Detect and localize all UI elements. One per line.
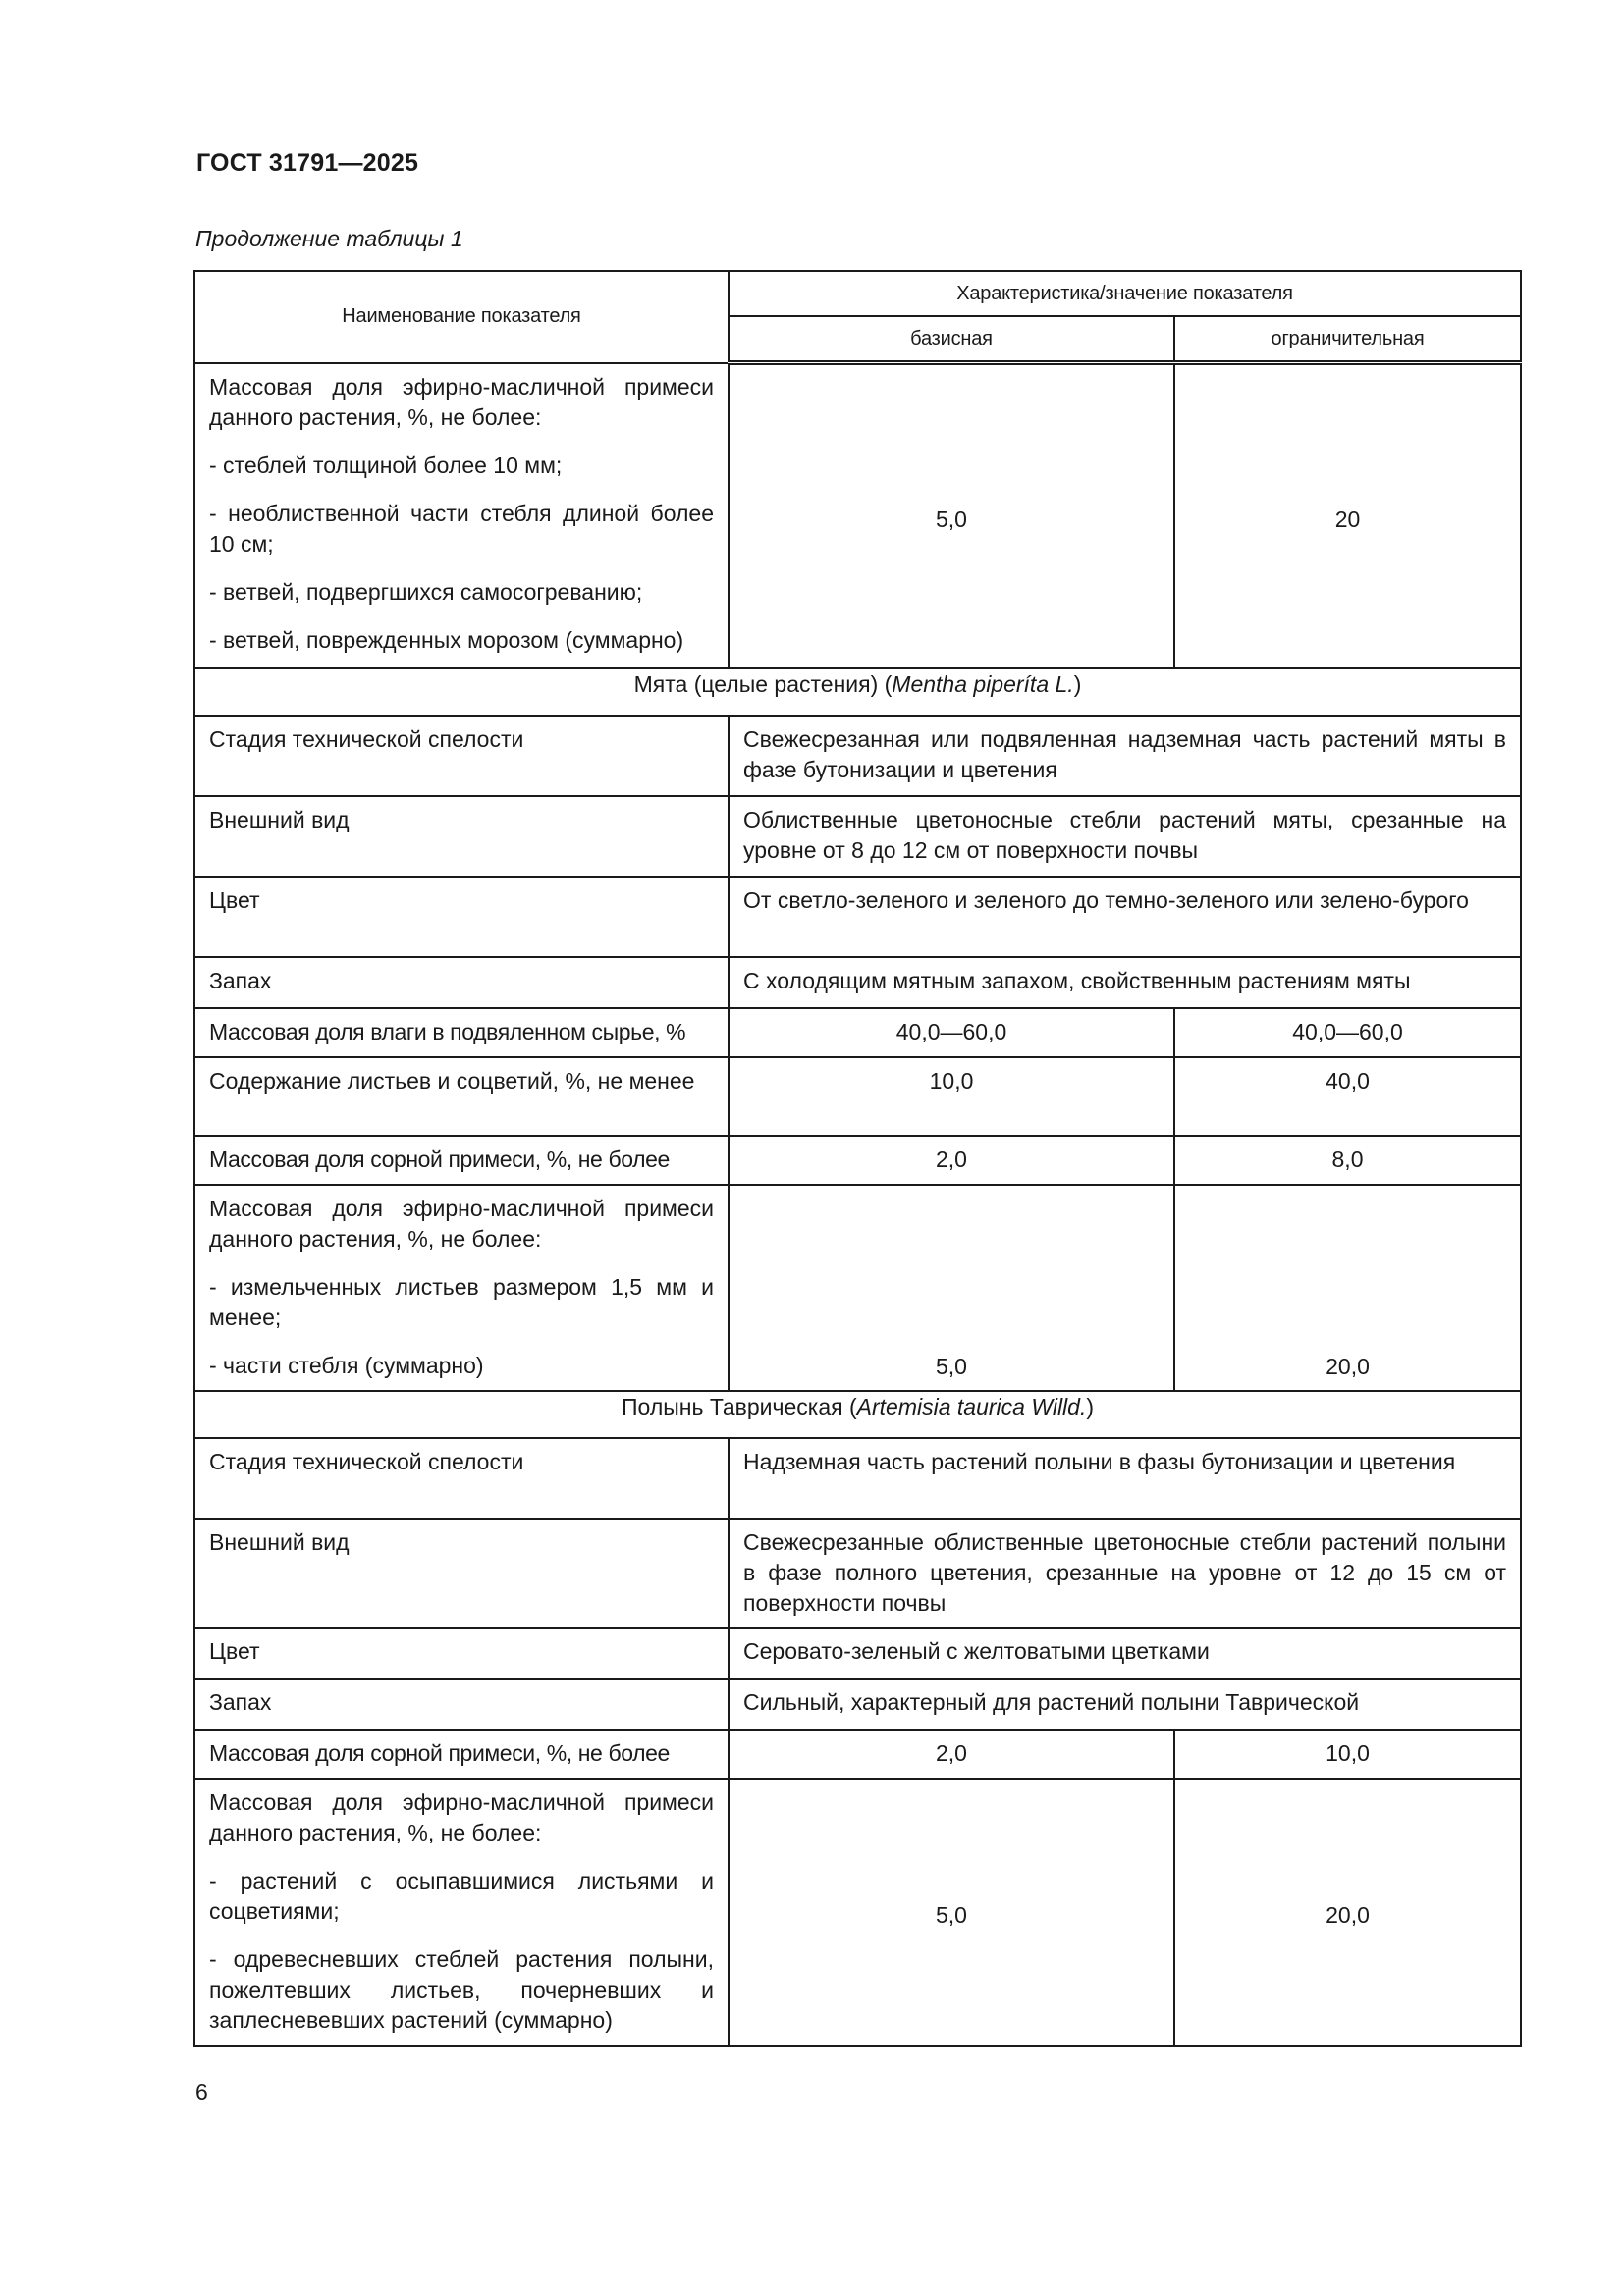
- table-row-ripeness: [194, 1438, 1521, 1519]
- column-header-group: Характеристика/значение показателя: [729, 271, 1521, 316]
- value-basic: 5,0: [729, 363, 1174, 668]
- column-header-basic: базисная: [729, 316, 1174, 363]
- row-name: Массовая доля влаги в подвяленном сырье, %: [194, 1008, 729, 1057]
- row-name: Запах: [194, 1679, 729, 1730]
- row-value: Сильный, характерный для растений полыни Таврической: [729, 1679, 1521, 1730]
- table-row-appearance: [194, 796, 1521, 877]
- value-limiting: 40,0—60,0: [1174, 1008, 1521, 1057]
- section-title: Полынь Таврическая (Artemisia taurica Willd.): [194, 1391, 1521, 1438]
- row-name-line: Массовая доля эфирно-масличной примеси данного растения, %, не более:: [209, 1195, 714, 1252]
- row-value: Свежесрезанные облиственные цветоносные стебли растений полыни в фазе полного цветения, срезанные на уровне от 12 до 15 см от поверхности почвы: [729, 1519, 1521, 1628]
- row-name-line: - измельченных листьев размером 1,5 мм и менее;: [209, 1273, 714, 1330]
- table-row-ripeness: [194, 716, 1521, 796]
- value-limiting: 20,0: [1174, 1779, 1521, 2046]
- value-basic: 5,0: [729, 1185, 1174, 1391]
- table-row-weed-impurity: [194, 1730, 1521, 1779]
- value-limiting: 10,0: [1174, 1730, 1521, 1779]
- table-row-oil-impurity: [194, 1185, 1521, 1391]
- row-value: Серовато-зеленый с желтоватыми цветками: [729, 1628, 1521, 1679]
- row-value: Надземная часть растений полыни в фазы бутонизации и цветения: [729, 1438, 1521, 1519]
- table-row-oil-impurity-previous: [194, 363, 1521, 668]
- value-basic: 2,0: [729, 1730, 1174, 1779]
- value-basic: 40,0—60,0: [729, 1008, 1174, 1057]
- value-limiting: 20,0: [1174, 1185, 1521, 1391]
- section-row-wormwood: [194, 1391, 1521, 1438]
- row-name-line: - ветвей, поврежденных морозом (суммарно): [209, 626, 684, 653]
- row-name: Массовая доля сорной примеси, %, не более: [194, 1136, 729, 1185]
- row-name: Внешний вид: [194, 796, 729, 877]
- value-limiting: 20: [1174, 363, 1521, 668]
- value-basic: 5,0: [729, 1779, 1174, 2046]
- row-name-line: - стеблей толщиной более 10 мм;: [209, 452, 563, 478]
- row-name-line: - растений с осыпавшимися листьями и соцветиями;: [209, 1867, 714, 1924]
- document-standard-number: ГОСТ 31791—2025: [196, 149, 419, 177]
- row-name-line: - ветвей, подвергшихся самосогреванию;: [209, 578, 643, 605]
- row-name: Стадия технической спелости: [194, 716, 729, 796]
- row-name: Цвет: [194, 877, 729, 957]
- row-value: От светло-зеленого и зеленого до темно-зеленого или зелено-бурого: [729, 877, 1521, 957]
- table-row-color: [194, 1628, 1521, 1679]
- table-row-leaves: [194, 1057, 1521, 1136]
- table-caption: Продолжение таблицы 1: [195, 226, 463, 251]
- table-row-smell: [194, 957, 1521, 1008]
- section-row-mint: [194, 668, 1521, 716]
- table-row-color: [194, 877, 1521, 957]
- row-name: [194, 363, 729, 668]
- table-row-weed-impurity: [194, 1136, 1521, 1185]
- row-value: Облиственные цветоносные стебли растений мяты, срезанные на уровне от 8 до 12 см от поверхности почвы: [729, 796, 1521, 877]
- table-row-moisture: [194, 1008, 1521, 1057]
- section-title: Мята (целые растения) (Mentha piperíta L.): [194, 668, 1521, 716]
- page-number: 6: [195, 2079, 208, 2105]
- row-name: Стадия технической спелости: [194, 1438, 729, 1519]
- table-row-oil-impurity: [194, 1779, 1521, 2046]
- row-name-line: - одревесневших стеблей растения полыни, пожелтевших листьев, почерневших и заплесневевших растений (суммарно): [209, 1946, 714, 2033]
- row-value: С холодящим мятным запахом, свойственным растениям мяты: [729, 957, 1521, 1008]
- row-name: [194, 1779, 729, 2046]
- row-name-line: - необлиственной части стебля длиной более 10 см;: [209, 500, 714, 557]
- value-basic: 10,0: [729, 1057, 1174, 1136]
- value-limiting: 40,0: [1174, 1057, 1521, 1136]
- row-name-line: - части стебля (суммарно): [209, 1352, 484, 1378]
- column-header-limiting: ограничительная: [1174, 316, 1521, 363]
- latin-name: Artemisia taurica Willd.: [856, 1393, 1087, 1419]
- table-row-smell: [194, 1679, 1521, 1730]
- row-name-line: Массовая доля эфирно-масличной примеси данного растения, %, не более:: [209, 1789, 714, 1845]
- table-row-appearance: [194, 1519, 1521, 1628]
- row-name: Внешний вид: [194, 1519, 729, 1628]
- row-name: Массовая доля сорной примеси, %, не более: [194, 1730, 729, 1779]
- row-name: [194, 1185, 729, 1391]
- value-basic: 2,0: [729, 1136, 1174, 1185]
- row-name: Цвет: [194, 1628, 729, 1679]
- row-value: Свежесрезанная или подвяленная надземная часть растений мяты в фазе бутонизации и цветения: [729, 716, 1521, 796]
- row-name-line: Массовая доля эфирно-масличной примеси данного растения, %, не более:: [209, 373, 714, 430]
- column-header-name: Наименование показателя: [194, 271, 729, 363]
- row-name: Запах: [194, 957, 729, 1008]
- table-header: [194, 271, 1521, 363]
- latin-name: Mentha piperíta L.: [892, 670, 1074, 697]
- value-limiting: 8,0: [1174, 1136, 1521, 1185]
- row-name: Содержание листьев и соцветий, %, не менее: [194, 1057, 729, 1136]
- specification-table: [193, 270, 1522, 2047]
